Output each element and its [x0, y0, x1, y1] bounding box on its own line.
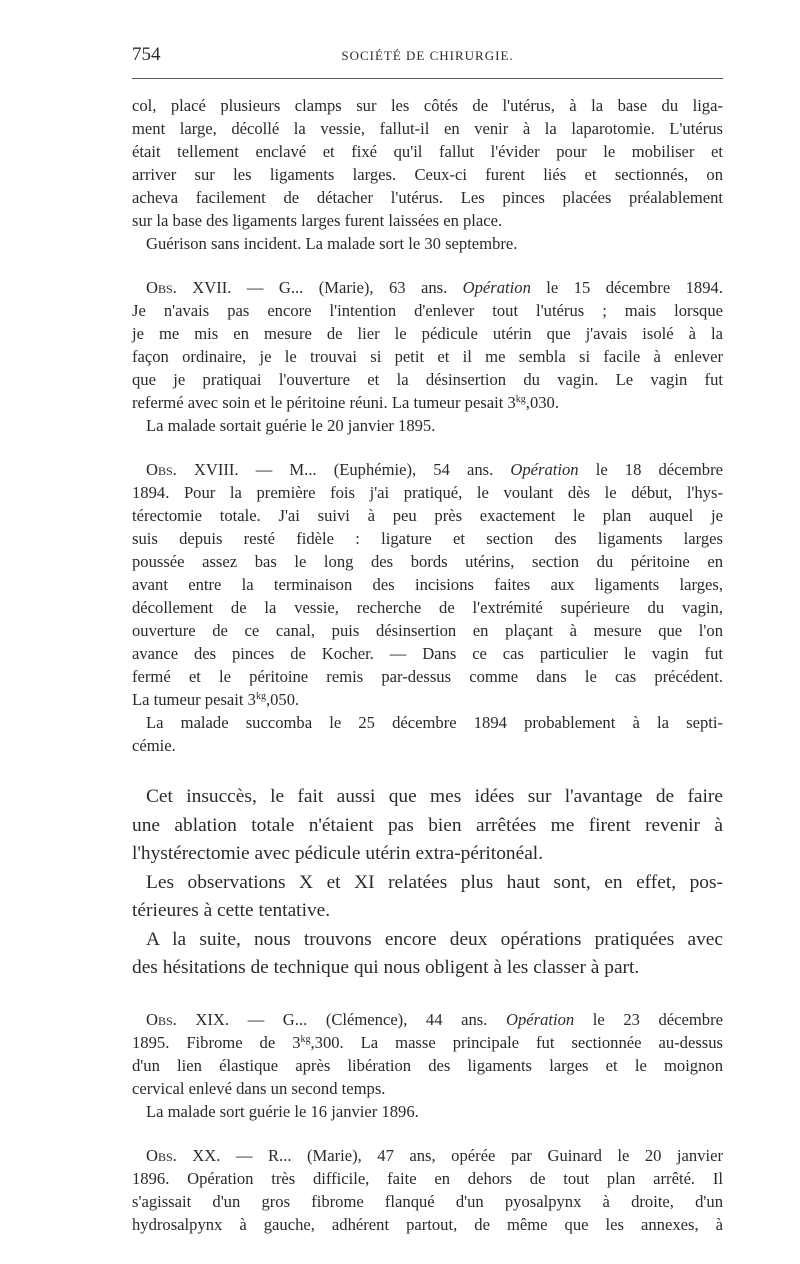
observation-xvii: [132, 276, 723, 414]
patient-info: — G... (Marie), 63 ans.: [231, 278, 463, 297]
text-fragment: La tumeur pesait 3: [132, 690, 256, 709]
observation-xviii: [132, 458, 723, 711]
page-number: 754: [132, 44, 161, 65]
paragraph-death: [132, 711, 723, 757]
patient-info: — G... (Clémence), 44 ans.: [229, 1009, 506, 1029]
text-line: ment large, décollé la vessie, fallut-il en venir à la laparotomie. L'utérus: [132, 119, 723, 138]
observation-label: Obs. XX.: [146, 1145, 221, 1165]
paragraph-commentary-1: [132, 783, 723, 869]
text-line: La malade sortait guérie le 20 janvier 1895.: [146, 416, 436, 435]
text-fragment: refermé avec soin et le péritoine réuni. La tumeur pesait 3: [132, 393, 516, 412]
observation-xix: [132, 1008, 723, 1100]
text-line: je me mis en mesure de lier le pédicule utérin que j'avais isolé à la: [132, 324, 723, 343]
text-line: La malade sort guérie le 16 janvier 1896.: [146, 1101, 419, 1121]
text-line: façon ordinaire, je le trouvai si petit et il me sembla si facile à enlever: [132, 347, 723, 366]
text-line: arriver sur les ligaments larges. Ceux-ci furent liés et sectionnés, on: [132, 165, 723, 184]
text-line: La malade succomba le 25 décembre 1894 probablement à la septi-: [146, 713, 723, 732]
header-rule: [132, 78, 723, 79]
paragraph-commentary-2: [132, 869, 723, 926]
text-line: 1896. Opération très difficile, faite en dehors de tout plan arrêté. Il: [132, 1168, 723, 1188]
running-header: [132, 44, 723, 68]
text-line: Cet insuccès, le fait aussi que mes idées sur l'avantage de faire: [146, 786, 723, 807]
observation-label: Obs. XVIII.: [146, 460, 239, 479]
text-line: l'hystérectomie avec pédicule utérin extra-péritonéal.: [132, 843, 544, 864]
observation-label: Obs. XVII.: [146, 278, 232, 297]
text-line: ouverture de ce canal, puis désinsertion en plaçant à mesure que l'on: [132, 621, 723, 640]
operation-word: Opération: [462, 278, 531, 297]
text-line: cervical enlevé dans un second temps.: [132, 1078, 386, 1098]
operation-date: le 18 décembre: [578, 460, 723, 479]
text-line: [132, 688, 723, 711]
observation-heading: [132, 1144, 723, 1167]
text-fragment: 1895. Fibrome de 3: [132, 1032, 301, 1052]
operation-date: le 15 décembre 1894.: [530, 278, 723, 297]
text-line: Les observations X et XI relatées plus haut sont, en effet, pos-: [146, 871, 723, 893]
text-line: térieures à cette tentative.: [132, 900, 331, 921]
observation-heading: [132, 276, 723, 299]
text-line: décollement de la vessie, recherche de l'extrémité supérieure du vagin,: [132, 598, 723, 617]
text-line: cémie.: [132, 736, 176, 755]
observation-label: Obs. XIX.: [146, 1009, 230, 1029]
text-line: une ablation totale n'étaient pas bien arrêtées me firent revenir à: [132, 814, 723, 836]
text-line: que je pratiquai l'ouverture et la désinsertion du vagin. Le vagin fut: [132, 370, 723, 389]
text-line: hydrosalpynx à gauche, adhérent partout, de même que les annexes, à: [132, 1214, 723, 1234]
paragraph-outcome: [132, 414, 723, 437]
text-line: avance des pinces de Kocher. — Dans ce cas particulier le vagin fut: [132, 644, 723, 663]
text-line: suis depuis resté fidèle : ligature et section des ligaments larges: [132, 529, 723, 548]
text-line: A la suite, nous trouvons encore deux opérations pratiquées avec: [146, 928, 723, 950]
paragraph-continued: [132, 94, 723, 232]
text-line: était tellement enclavé et fixé qu'il fallut l'évider pour le mobiliser et: [132, 142, 723, 161]
unit-superscript: kg: [300, 1033, 311, 1045]
paragraph-commentary-3: [132, 926, 723, 983]
unit-superscript: kg: [255, 691, 266, 702]
unit-superscript: kg: [515, 394, 526, 405]
text-line: d'un lien élastique après libération des ligaments larges et le moignon: [132, 1055, 723, 1075]
text-line: acheva facilement de détacher l'utérus. Les pinces placées préalablement: [132, 188, 723, 207]
text-line: fermé et le péritoine remis par-dessus comme dans le cas précédent.: [132, 667, 723, 686]
text-line: avant entre la terminaison des incisions faites aux ligaments larges,: [132, 575, 723, 594]
observation-xx: [132, 1144, 723, 1236]
text-line: col, placé plusieurs clamps sur les côtés de l'utérus, à la base du liga-: [132, 96, 723, 115]
text-line: Je n'avais pas encore l'intention d'enlever tout l'utérus ; mais lorsque: [132, 301, 723, 320]
observation-heading: [132, 458, 723, 481]
operation-word: Opération: [510, 460, 579, 479]
text-line: sur la base des ligaments larges furent laissées en place.: [132, 211, 503, 230]
text-line: Guérison sans incident. La malade sort le 30 septembre.: [146, 234, 518, 253]
header-title: SOCIÉTÉ DE CHIRURGIE.: [341, 48, 514, 63]
text-fragment: ,300. La masse principale fut sectionnée au-dessus: [310, 1032, 723, 1052]
text-line: des hésitations de technique qui nous obligent à les classer à part.: [132, 957, 640, 978]
text-line: poussée assez bas le long des bords utérins, section du péritoine en: [132, 552, 723, 571]
text-fragment: ,050.: [265, 690, 300, 709]
text-line: térectomie totale. J'ai suivi à peu près exactement le plan auquel je: [132, 506, 723, 525]
text-line: [132, 1031, 723, 1054]
text-fragment: ,030.: [525, 393, 559, 412]
paragraph-recovery: [132, 232, 723, 255]
patient-info: — R... (Marie), 47 ans, opérée par Guinard le 20 janvier: [220, 1145, 724, 1165]
operation-word: Opération: [505, 1009, 575, 1029]
page-body: [132, 94, 723, 1236]
text-line: 1894. Pour la première fois j'ai pratiqué, le voulant dès le début, l'hys-: [132, 483, 723, 502]
observation-heading: [132, 1008, 723, 1031]
text-line: [132, 391, 723, 414]
paragraph-outcome: [132, 1100, 723, 1123]
patient-info: — M... (Euphémie), 54 ans.: [238, 460, 511, 479]
text-line: s'agissait d'un gros fibrome flanqué d'un pyosalpynx à droite, d'un: [132, 1191, 723, 1211]
operation-date: le 23 décembre: [574, 1009, 723, 1029]
